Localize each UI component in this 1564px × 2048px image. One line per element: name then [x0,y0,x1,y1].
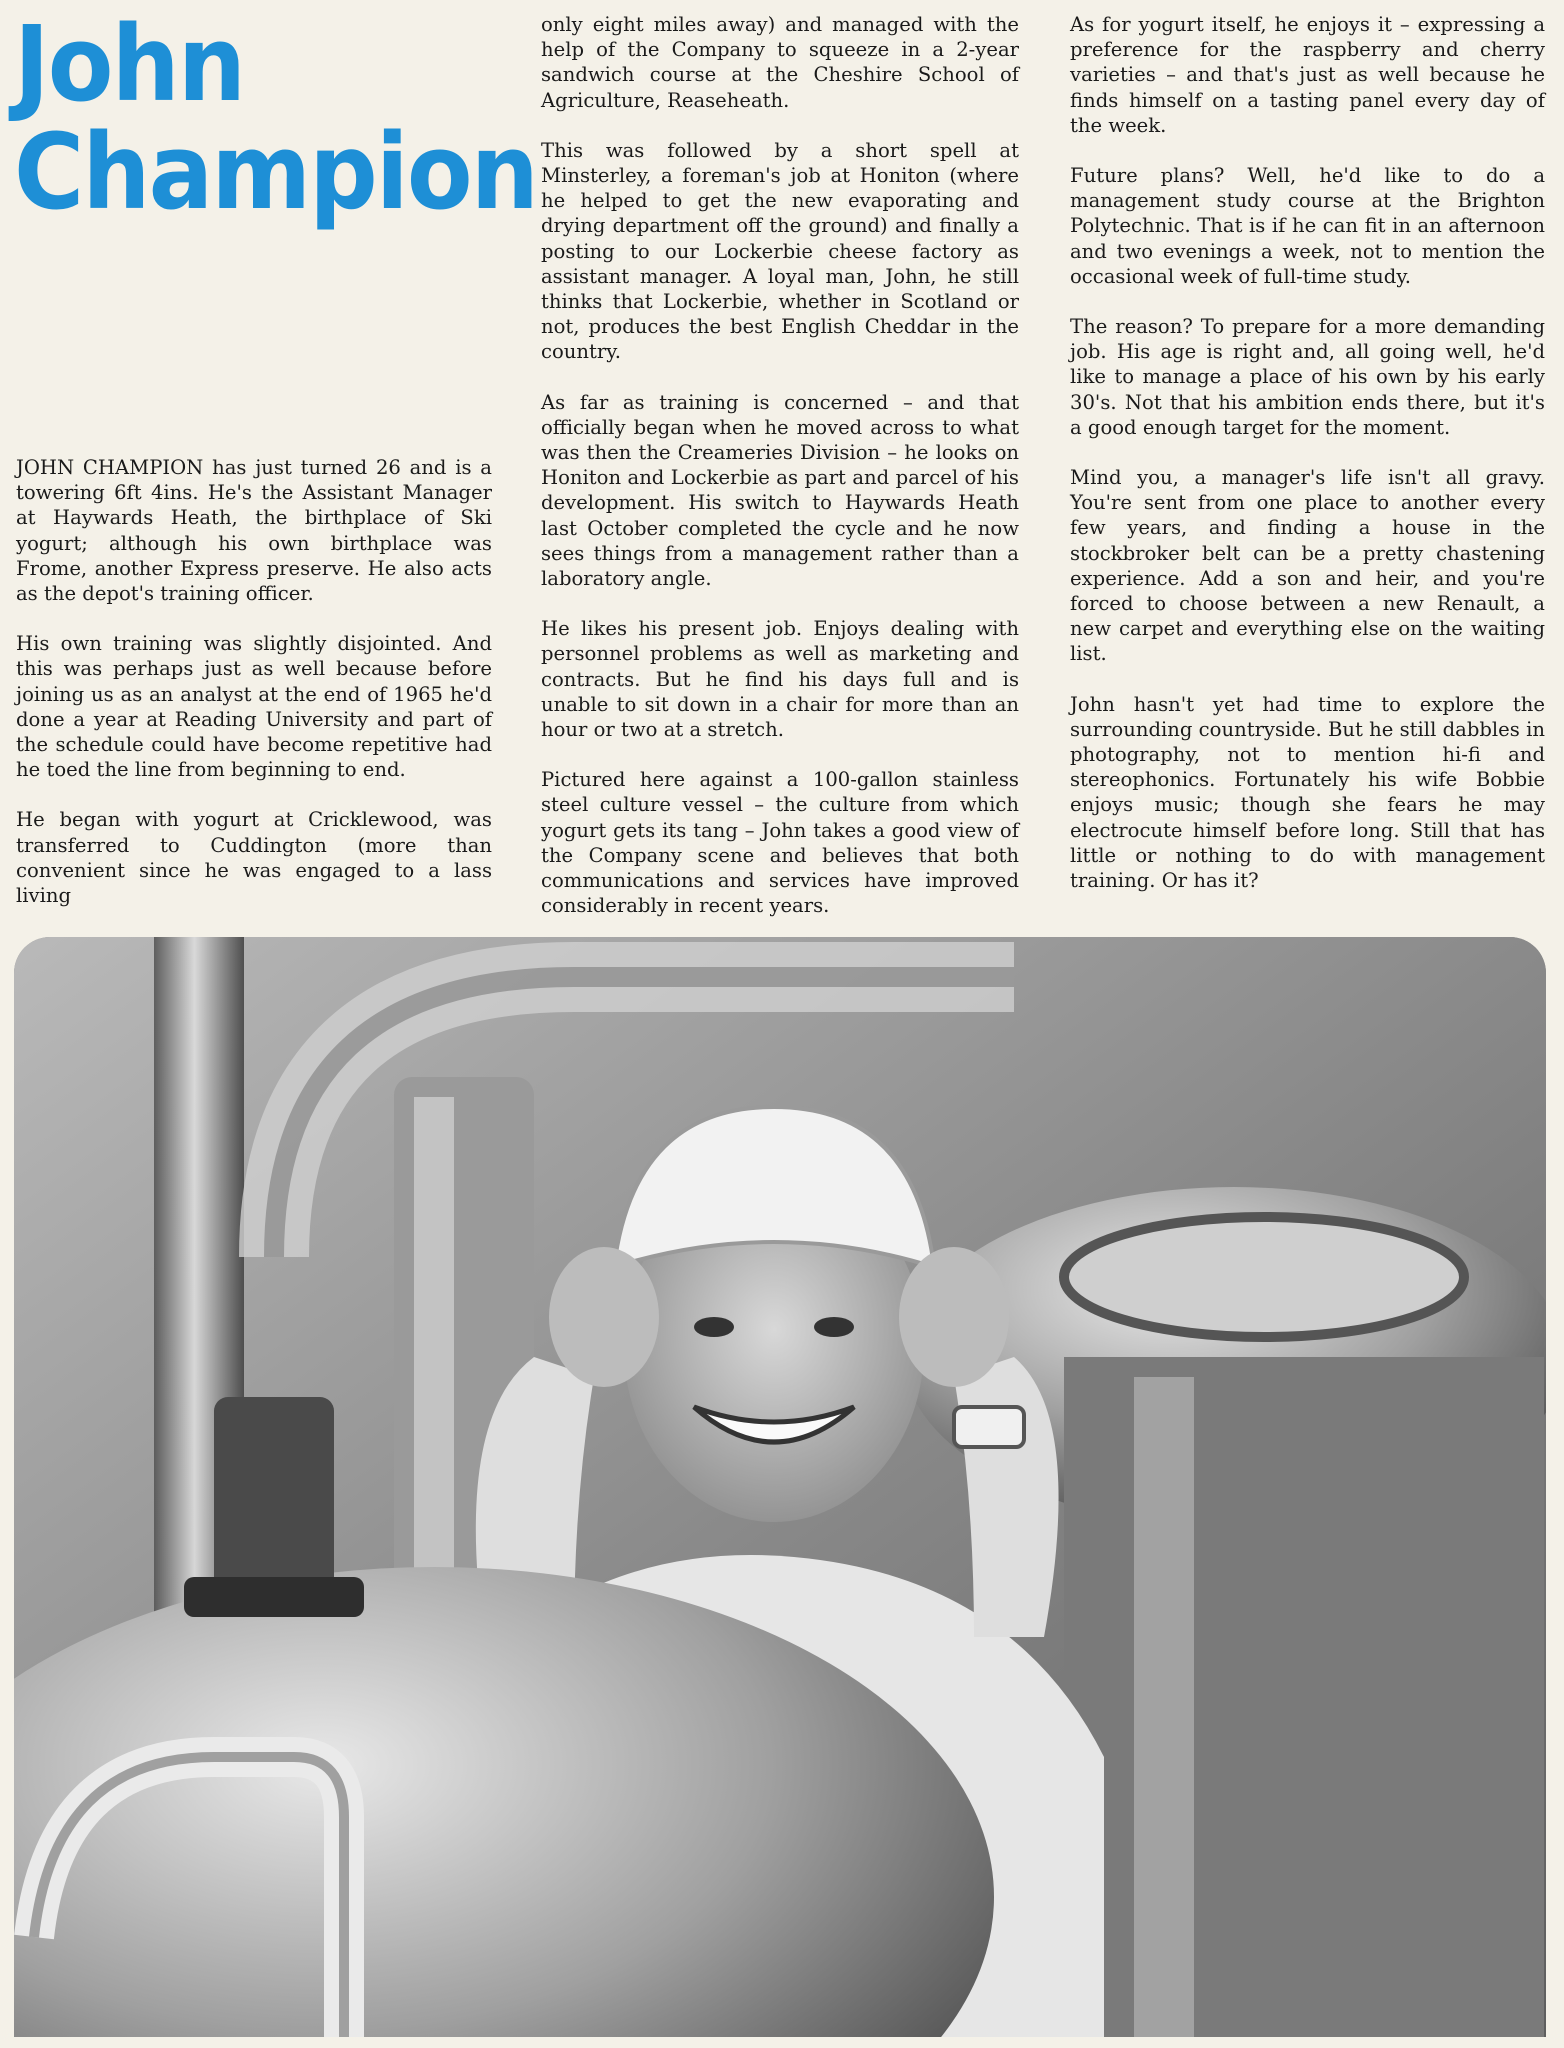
text-column-2 [541,12,1019,944]
paragraph: His own training was slightly disjointed. And this was perhaps just as well because before joining us as an analyst at the end of 1965 he'd done a year at Reading University and part of the schedule could have become repetitive had he toed the line from beginning to end. [16,632,492,782]
paragraph: Future plans? Well, he'd like to do a management study course at the Brighton Polytechnic. That is if he can fit in an afternoon and two evenings a week, not to mention the occasional week of full-time study. [1070,164,1545,288]
article-title [14,3,538,233]
text-column-1 [16,455,492,933]
paragraph: He began with yogurt at Cricklewood, was transferred to Cuddington (more than convenient since he was engaged to a lass living [16,808,492,908]
paragraph: This was followed by a short spell at Minsterley, a foreman's job at Honiton (where he helped to get the new evaporating and drying department off the ground) and finally a posting to our Lockerbie cheese factory as assistant manager. A loyal man, John, he still thinks that Lockerbie, whether in Scotland or not, produces the best English Cheddar in the country. [541,138,1019,364]
portrait-photo [14,937,1546,2037]
paragraph: Mind you, a manager's life isn't all gravy. You're sent from one place to another every few years, and finding a house in the stockbroker belt can be a pretty chastening experience. Add a son and heir, and you're forced to choose between a new Renault, a new carpet and everything else on the waiting list. [1070,466,1545,666]
paragraph: He likes his present job. Enjoys dealing with personnel problems as well as marketing and contracts. But he find his days full and is unable to sit down in a chair for more than an hour or two at a stretch. [541,617,1019,742]
paragraph: JOHN CHAMPION has just turned 26 and is a towering 6ft 4ins. He's the Assistant Manager at Haywards Heath, the birthplace of Ski yogurt; although his own birthplace was Frome, another Express preserve. He also acts as the depot's training officer. [16,456,492,606]
title-line-1: John [14,3,245,125]
title-line-2: Champion [14,111,538,233]
text-column-3 [1070,12,1545,918]
paragraph: only eight miles away) and managed with the help of the Company to squeeze in a 2-year sandwich course at the Cheshire School of Agriculture, Reaseheath. [541,13,1019,112]
photo-illustration [14,937,1546,2037]
paragraph: As far as training is concerned – and that officially began when he moved across to what was then the Creameries Division – he looks on Honiton and Lockerbie as part and parcel of his development. His switch to Haywards Heath last October completed the cycle and he now sees things from a management rather than a laboratory angle. [541,390,1019,591]
paragraph: Pictured here against a 100-gallon stainless steel culture vessel – the culture from which yogurt gets its tang – John takes a good view of the Company scene and believes that both communications and services have improved considerably in recent years. [541,768,1019,918]
paragraph: The reason? To prepare for a more demanding job. His age is right and, all going well, he'd like to manage a place of his own by his early 30's. Not that his ambition ends there, but it's a good enough target for the moment. [1070,315,1545,439]
paragraph: John hasn't yet had time to explore the surrounding countryside. But he still dabbles in photography, not to mention hi-fi and stereophonics. Fortunately his wife Bobbie enjoys music; though she fears he may electrocute himself before long. Still that has little or nothing to do with management training. Or has it? [1070,692,1545,893]
paragraph: As for yogurt itself, he enjoys it – expressing a preference for the raspberry and cherry varieties – and that's just as well because he finds himself on a tasting panel every day of the week. [1070,13,1545,137]
